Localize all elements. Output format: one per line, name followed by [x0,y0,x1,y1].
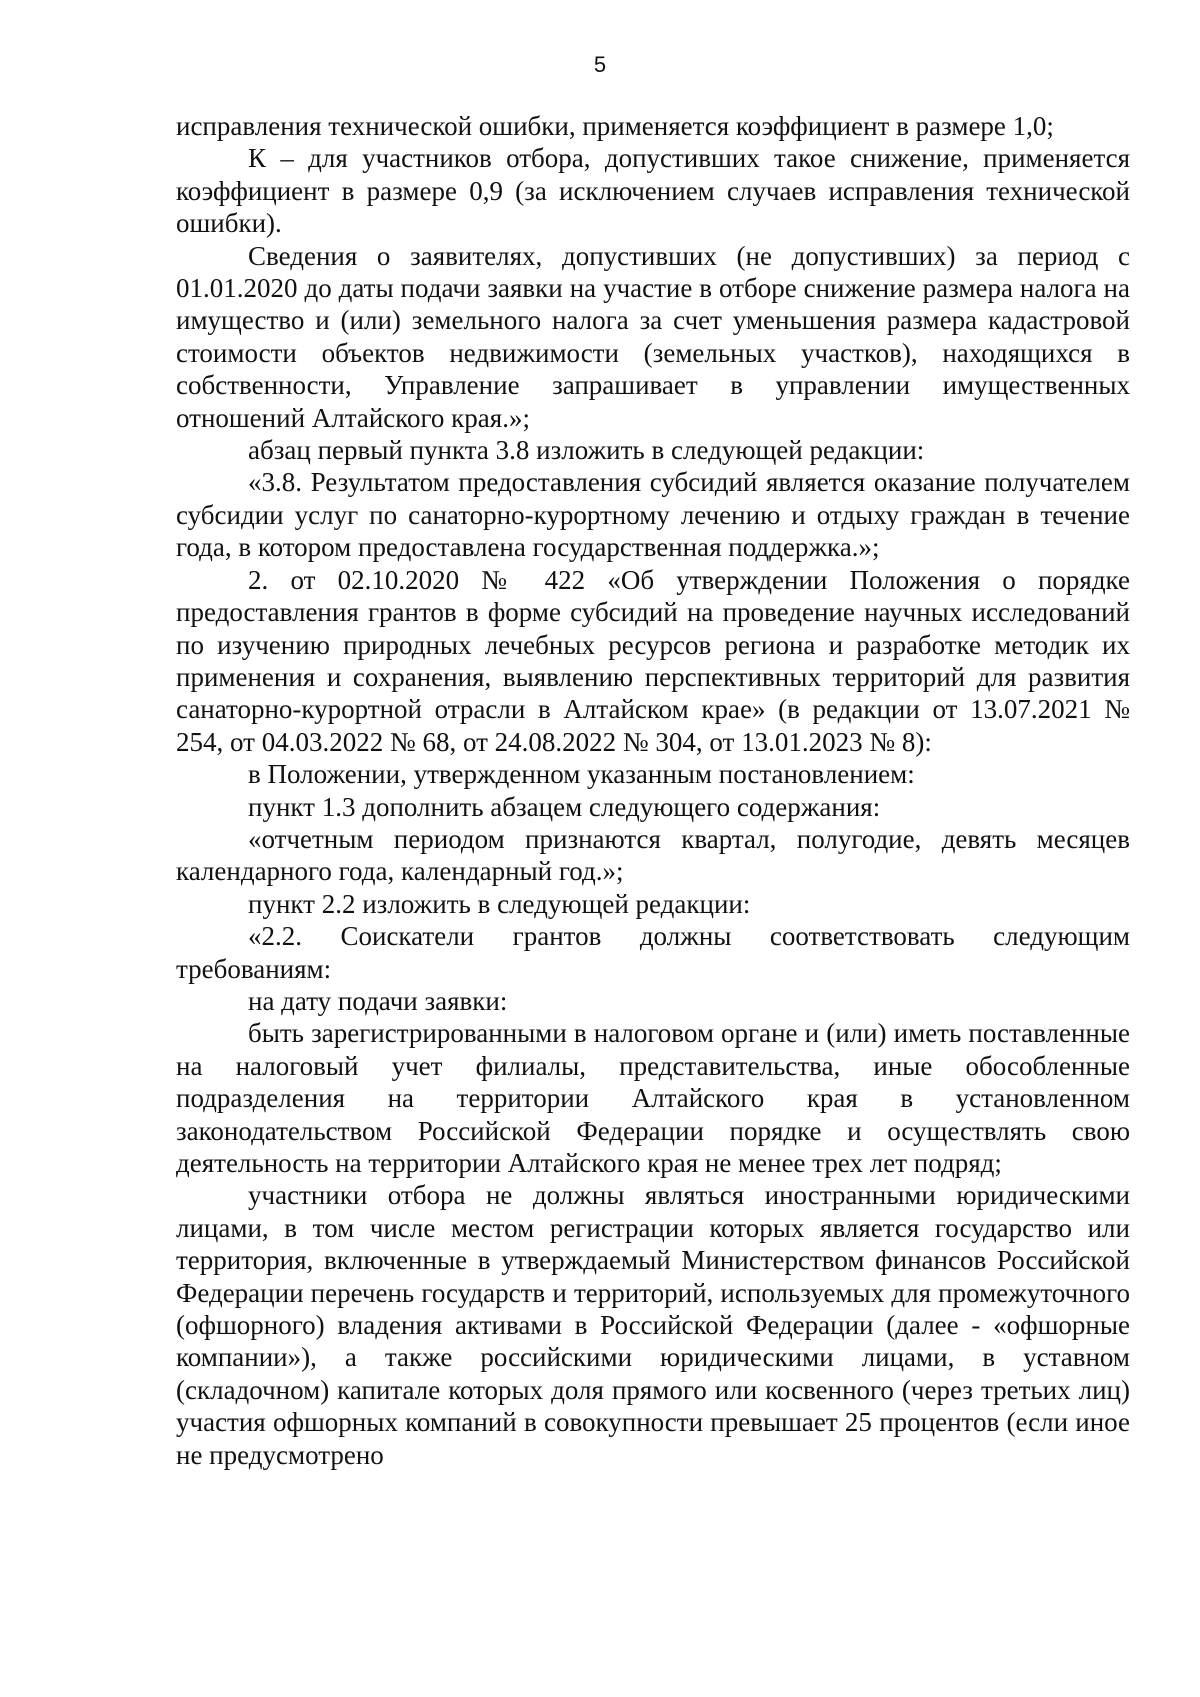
page-number: 5 [593,52,607,77]
paragraph: «3.8. Результатом предоставления субсидий является оказание получателем субсидии услуг по санаторно-курортному лечению и отдыху граждан в течение года, в котором предоставлена государственная поддержка.»; [176,467,1130,563]
paragraph: абзац первый пункта 3.8 изложить в следующей редакции: [248,435,925,466]
paragraph: «2.2. Соискатели грантов должны соответствовать следующим требованиям: [176,921,1130,984]
paragraph: исправления технической ошибки, применяется коэффициент в размере 1,0; [176,111,1054,141]
paragraph: участники отбора не должны являться иностранными юридическими лицами, в том числе местом регистрации которых является государство или территория, включенные в утверждаемый Министерством финансов Российской Федерации перечень государств и территорий, используемых для промежуточного (офшорного) владения активами в Российской Федерации (далее - «офшорные компании»), а также российскими юридическими лицами, в уставном (складочном) капитале которых доля прямого или косвенного (через третьих лиц) участия офшорных компаний в совокупности превышает 25 процентов (если иное не предусмотрено [176,1180,1130,1470]
paragraph: 2. от 02.10.2020 № 422 «Об утверждении Положения о порядке предоставления грантов в форме субсидий на проведение научных исследований по изучению природных лечебных ресурсов региона и разработке методик их применения и сохранения, выявлению перспективных территорий для развития санаторно-курортной отрасли в Алтайском крае» (в редакции от 13.07.2021 № 254, от 04.03.2022 № 68, от 24.08.2022 № 304, от 13.01.2023 № 8): [176,564,1130,757]
paragraph: К – для участников отбора, допустивших такое снижение, применяется коэффициент в размере 0,9 (за исключением случаев исправления технической ошибки). [176,143,1130,239]
paragraph: «отчетным периодом признаются квартал, полугодие, девять месяцев календарного года, календарный год.»; [176,823,1130,887]
paragraph: быть зарегистрированными в налоговом органе и (или) иметь поставленные на налоговый учет филиалы, представительства, иные обособленные подразделения на территории Алтайского края в установленном законодательством Российской Федерации порядке и осуществлять свою деятельность на территории Алтайского края не менее трех лет подряд; [176,1018,1130,1178]
paragraph: Сведения о заявителях, допустивших (не допустивших) за период с 01.01.2020 до даты подачи заявки на участие в отборе снижение размера налога на имущество и (или) земельного налога за счет уменьшения размера кадастровой стоимости объектов недвижимости (земельных участков), находящихся в собственности, Управление запрашивает в управлении имущественных отношений Алтайского края.»; [176,240,1130,433]
paragraph: пункт 2.2 изложить в следующей редакции: [248,888,751,919]
paragraph: пункт 1.3 дополнить абзацем следующего содержания: [248,791,881,822]
paragraph: на дату подачи заявки: [248,985,508,1016]
document-body [176,110,1130,1471]
paragraph: в Положении, утвержденном указанным постановлением: [248,759,915,790]
